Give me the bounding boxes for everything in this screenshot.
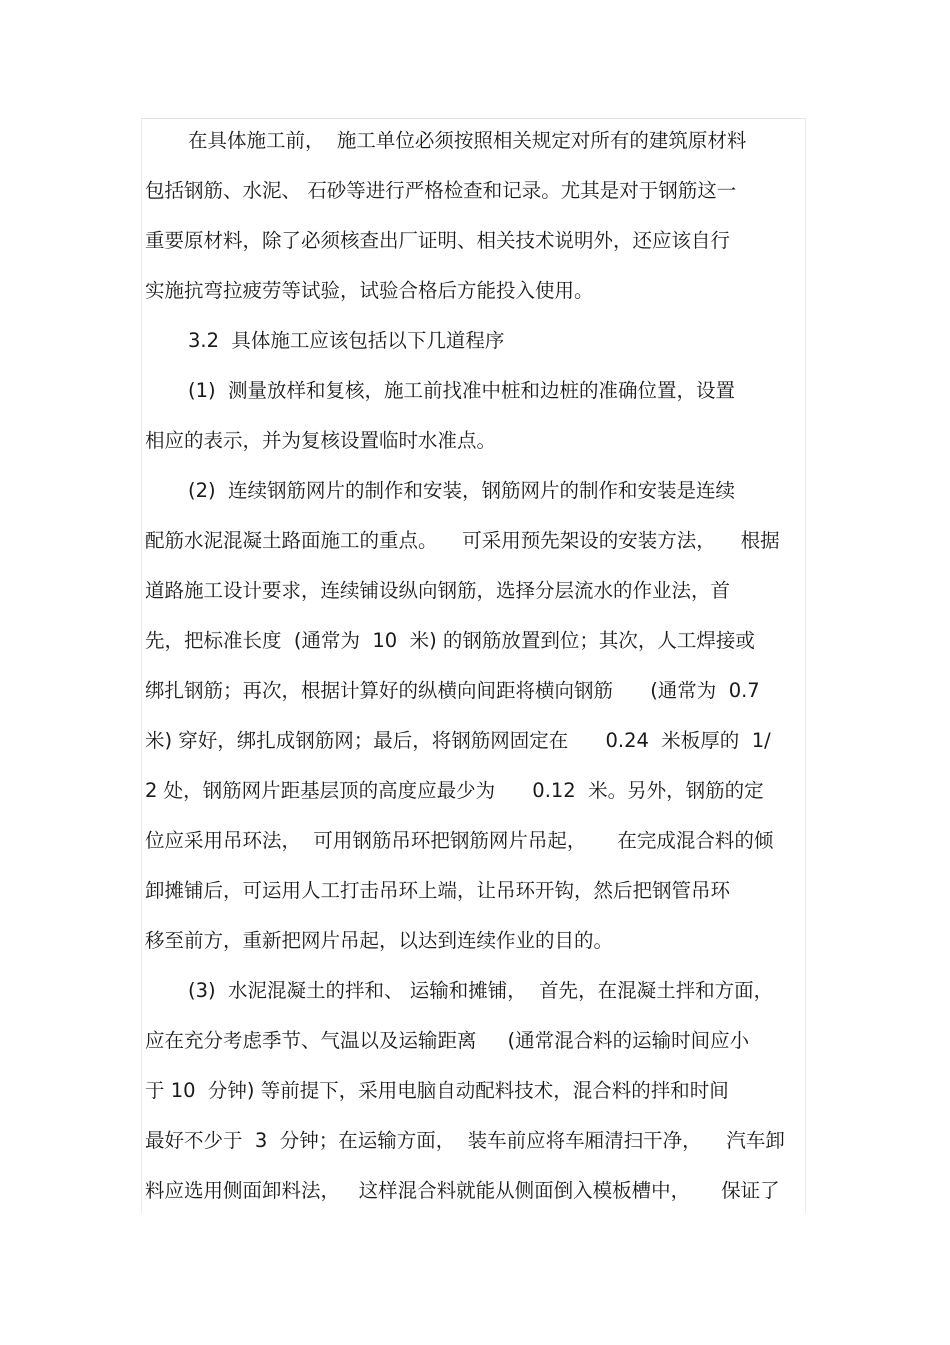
text-line: 在具体施工前， 施工单位必须按照相关规定对所有的建筑原材料: [188, 129, 747, 152]
text-line: 卸摊铺后，可运用人工打击吊环上端，让吊环开钩，然后把钢管吊环: [145, 879, 731, 902]
text-line: 道路施工设计要求，连续铺设纵向钢筋，选择分层流水的作业法，首: [145, 579, 731, 602]
text-line: 料应选用侧面卸料法， 这样混合料就能从侧面倒入模板槽中， 保证了: [145, 1179, 780, 1202]
text-line: 配筋水泥混凝土路面施工的重点。 可采用预先架设的安装方法， 根据: [145, 529, 780, 552]
text-line: 位应采用吊环法， 可用钢筋吊环把钢筋网片吊起， 在完成混合料的倾: [145, 829, 774, 852]
text-line: (1) 测量放样和复核，施工前找准中桩和边桩的准确位置，设置: [188, 379, 736, 402]
text-line: (3) 水泥混凝土的拌和、 运输和摊铺， 首先，在混凝土拌和方面，: [188, 979, 774, 1002]
text-line: (2) 连续钢筋网片的制作和安装，钢筋网片的制作和安装是连续: [188, 479, 736, 502]
text-line: 先，把标准长度 (通常为 10 米) 的钢筋放置到位；其次，人工焊接或: [145, 629, 755, 652]
text-line: 于 10 分钟) 等前提下，采用电脑自动配料技术，混合料的拌和时间: [145, 1079, 729, 1102]
text-line: 2 处，钢筋网片距基层顶的高度应最少为 0.12 米。另外，钢筋的定: [145, 779, 764, 802]
text-line: 相应的表示，并为复核设置临时水准点。: [145, 429, 497, 452]
text-line: 最好不少于 3 分钟；在运输方面， 装车前应将车厢清扫干净， 汽车卸: [145, 1129, 785, 1152]
text-line: 包括钢筋、水泥、 石砂等进行严格检查和记录。尤其是对于钢筋这一: [145, 179, 737, 202]
text-line: 重要原材料，除了必须核查出厂证明、相关技术说明外，还应该自行: [145, 229, 731, 252]
text-line: 绑扎钢筋；再次，根据计算好的纵横向间距将横向钢筋 (通常为 0.7: [145, 679, 760, 702]
text-line: 应在充分考虑季节、气温以及运输距离 (通常混合料的运输时间应小: [145, 1029, 750, 1052]
text-line: 实施抗弯拉疲劳等试验，试验合格后方能投入使用。: [145, 279, 594, 302]
text-line: 米) 穿好，绑扎成钢筋网；最后，将钢筋网固定在 0.24 米板厚的 1/: [145, 729, 771, 752]
text-line: 移至前方，重新把网片吊起，以达到连续作业的目的。: [145, 929, 614, 952]
section-heading: 3.2 具体施工应该包括以下几道程序: [188, 329, 505, 352]
